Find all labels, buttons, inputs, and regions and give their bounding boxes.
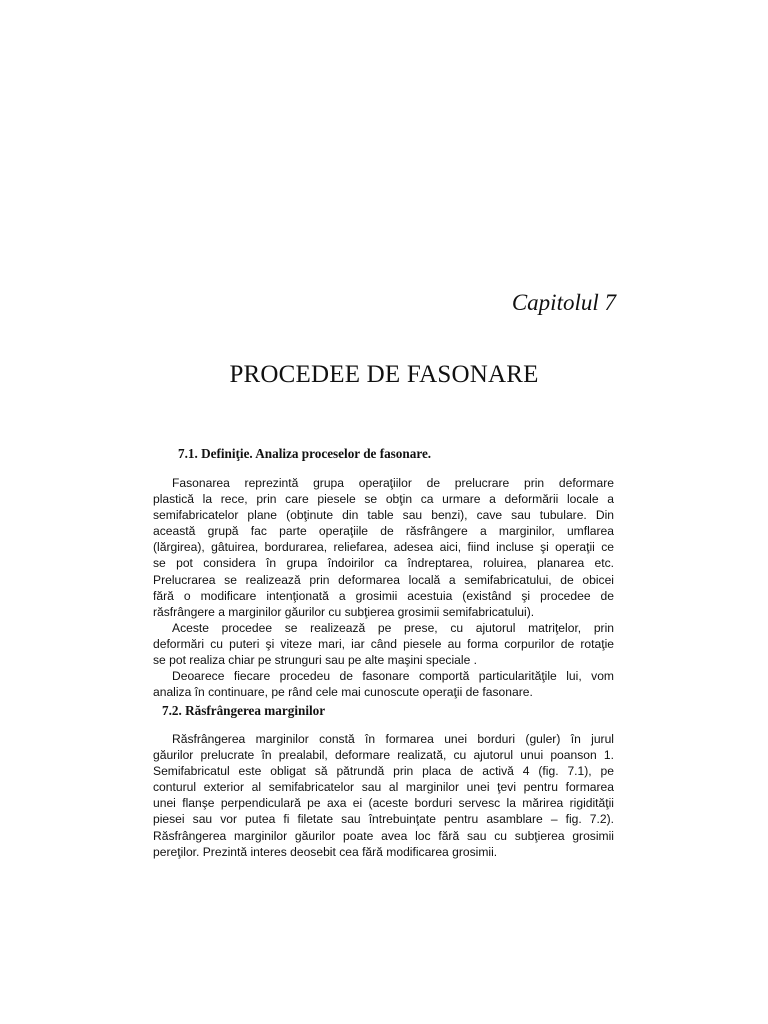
chapter-label: Capitolul 7: [511, 290, 616, 315]
text-line: Deoarece fiecare procedeu de fasonare comportă particularităţile lui, vom: [172, 669, 614, 684]
text-line: piesei sau vor putea fi filetate sau întrebuinţate pentru asamblare – fig. 7.2).: [153, 812, 614, 827]
text-line: conturul exterior al semifabricatelor sau al marginilor unei ţevi pentru formarea: [153, 780, 614, 795]
text-line: Semifabricatul este obligat să pătrundă prin placa de activă 4 (fig. 7.1), pe: [153, 764, 614, 779]
text-line: această grupă fac parte operaţiile de răsfrângere a marginilor, umflarea: [153, 524, 614, 539]
text-line: se pot considera în grupa îndoirilor ca îndreptarea, roluirea, planarea etc.: [153, 556, 614, 571]
text-line: se pot realiza chiar pe strunguri sau pe alte maşini speciale .: [153, 653, 478, 668]
text-line: (lărgirea), gâtuirea, bordurarea, reliefarea, adesea aici, fiind incluse şi operaţii ce: [153, 540, 614, 555]
section-7-2-body: [153, 731, 614, 860]
text-line: răsfrângere a marginilor găurilor cu subţierea grosimii semifabricatului).: [153, 604, 535, 619]
text-line: analiza în continuare, pe rând cele mai cunoscute operaţii de fasonare.: [153, 685, 533, 700]
text-line: Prelucrarea se realizează prin deformarea locală a semifabricatului, de obicei: [153, 572, 614, 587]
text-line: plastică la rece, prin care piesele se obţin ca urmare a deformării locale a: [153, 492, 614, 507]
text-line: fără o modificare intenţionată a grosimii acestuia (existând şi procedee de: [153, 588, 614, 603]
text-line: Fasonarea reprezintă grupa operaţiilor de prelucrare prin deformare: [172, 476, 614, 490]
text-line: unei flanşe perpendiculară pe axa ei (aceste borduri servesc la mărirea rigidităţii: [153, 796, 614, 811]
text-line: găurilor prelucrate în prealabil, deformare realizată, cu ajutorul unui poanson 1.: [153, 748, 614, 763]
chapter-title: PROCEDEE DE FASONARE: [229, 361, 539, 388]
text-line: Răsfrângerea marginilor constă în formarea unei borduri (guler) în jurul: [172, 732, 614, 746]
text-line: Aceste procedee se realizează pe prese, cu ajutorul matriţelor, prin: [172, 620, 614, 635]
text-line: pereţilor. Prezintă interes deosebit cea fără modificarea grosimii.: [153, 844, 498, 859]
text-line: deformări cu puteri şi viteze mari, iar când piesele au forma corpurilor de rotaţie: [153, 636, 614, 651]
text-line: semifabricatelor plane (obţinute din table sau benzi), cave sau tubulare. Din: [153, 508, 614, 523]
section-heading-7-2: 7.2. Răsfrângerea marginilor: [162, 703, 326, 718]
section-heading-7-1: 7.1. Definiţie. Analiza proceselor de fasonare.: [178, 446, 432, 461]
section-7-1-body: [153, 475, 614, 700]
text-line: Răsfrângerea marginilor găurilor poate avea loc fără sau cu subţierea grosimii: [153, 828, 614, 843]
